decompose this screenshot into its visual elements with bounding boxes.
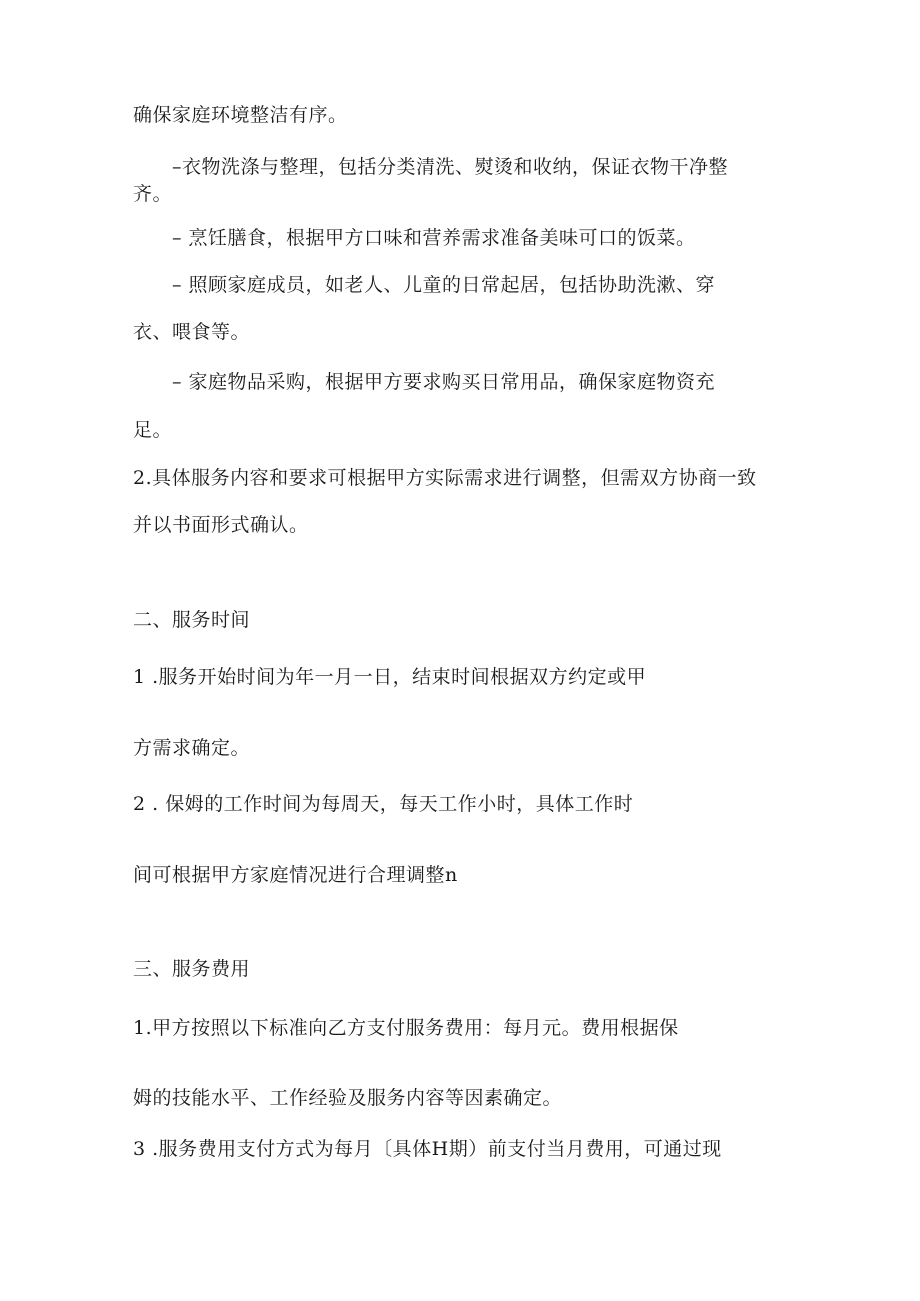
text-line: 并以书面形式确认。 (133, 514, 309, 536)
text-line: 衣、喂食等。 (133, 321, 251, 343)
text-line: 2.具体服务内容和要求可根据甲方实际需求进行调整，但需双方协商一致 (133, 467, 757, 489)
text-line: – 家庭物品采购，根据甲方要求购买日常用品，确保家庭物资充 (172, 371, 716, 393)
text-line: 1.甲方按照以下标准向乙方支付服务费用：每月元。费用根据保 (133, 1017, 679, 1039)
text-line: – 照顾家庭成员，如老人、儿童的日常起居，包括协助洗漱、穿 (172, 274, 716, 296)
text-line: 姆的技能水平、工作经验及服务内容等因素确定。 (133, 1087, 563, 1109)
text-line: 确保家庭环境整洁有序。 (133, 104, 348, 126)
text-line: 足。 (133, 419, 173, 441)
text-line: 间可根据甲方家庭情况进行合理调整n (133, 864, 458, 886)
text-line: 1 .服务开始时间为年一月一日，结束时间根据双方约定或甲 (133, 666, 647, 688)
text-line: 2 . 保姆的工作时间为每周天，每天工作小时，具体工作时 (133, 793, 634, 815)
text-line: 3 .服务费用支付方式为每月〔具体H期）前支付当月费用，可通过现 (133, 1138, 722, 1160)
section-heading: 二、服务时间 (133, 609, 251, 631)
text-line: –衣物洗涤与整理，包括分类清洗、熨烫和收纳，保证衣物干净整 (172, 156, 729, 178)
text-line: 方需求确定。 (133, 737, 251, 759)
section-heading: 三、服务费用 (133, 958, 251, 980)
text-line: – 烹饪膳食，根据甲方口味和营养需求准备美味可口的饭菜。 (172, 227, 696, 249)
text-line: 齐。 (133, 183, 173, 205)
